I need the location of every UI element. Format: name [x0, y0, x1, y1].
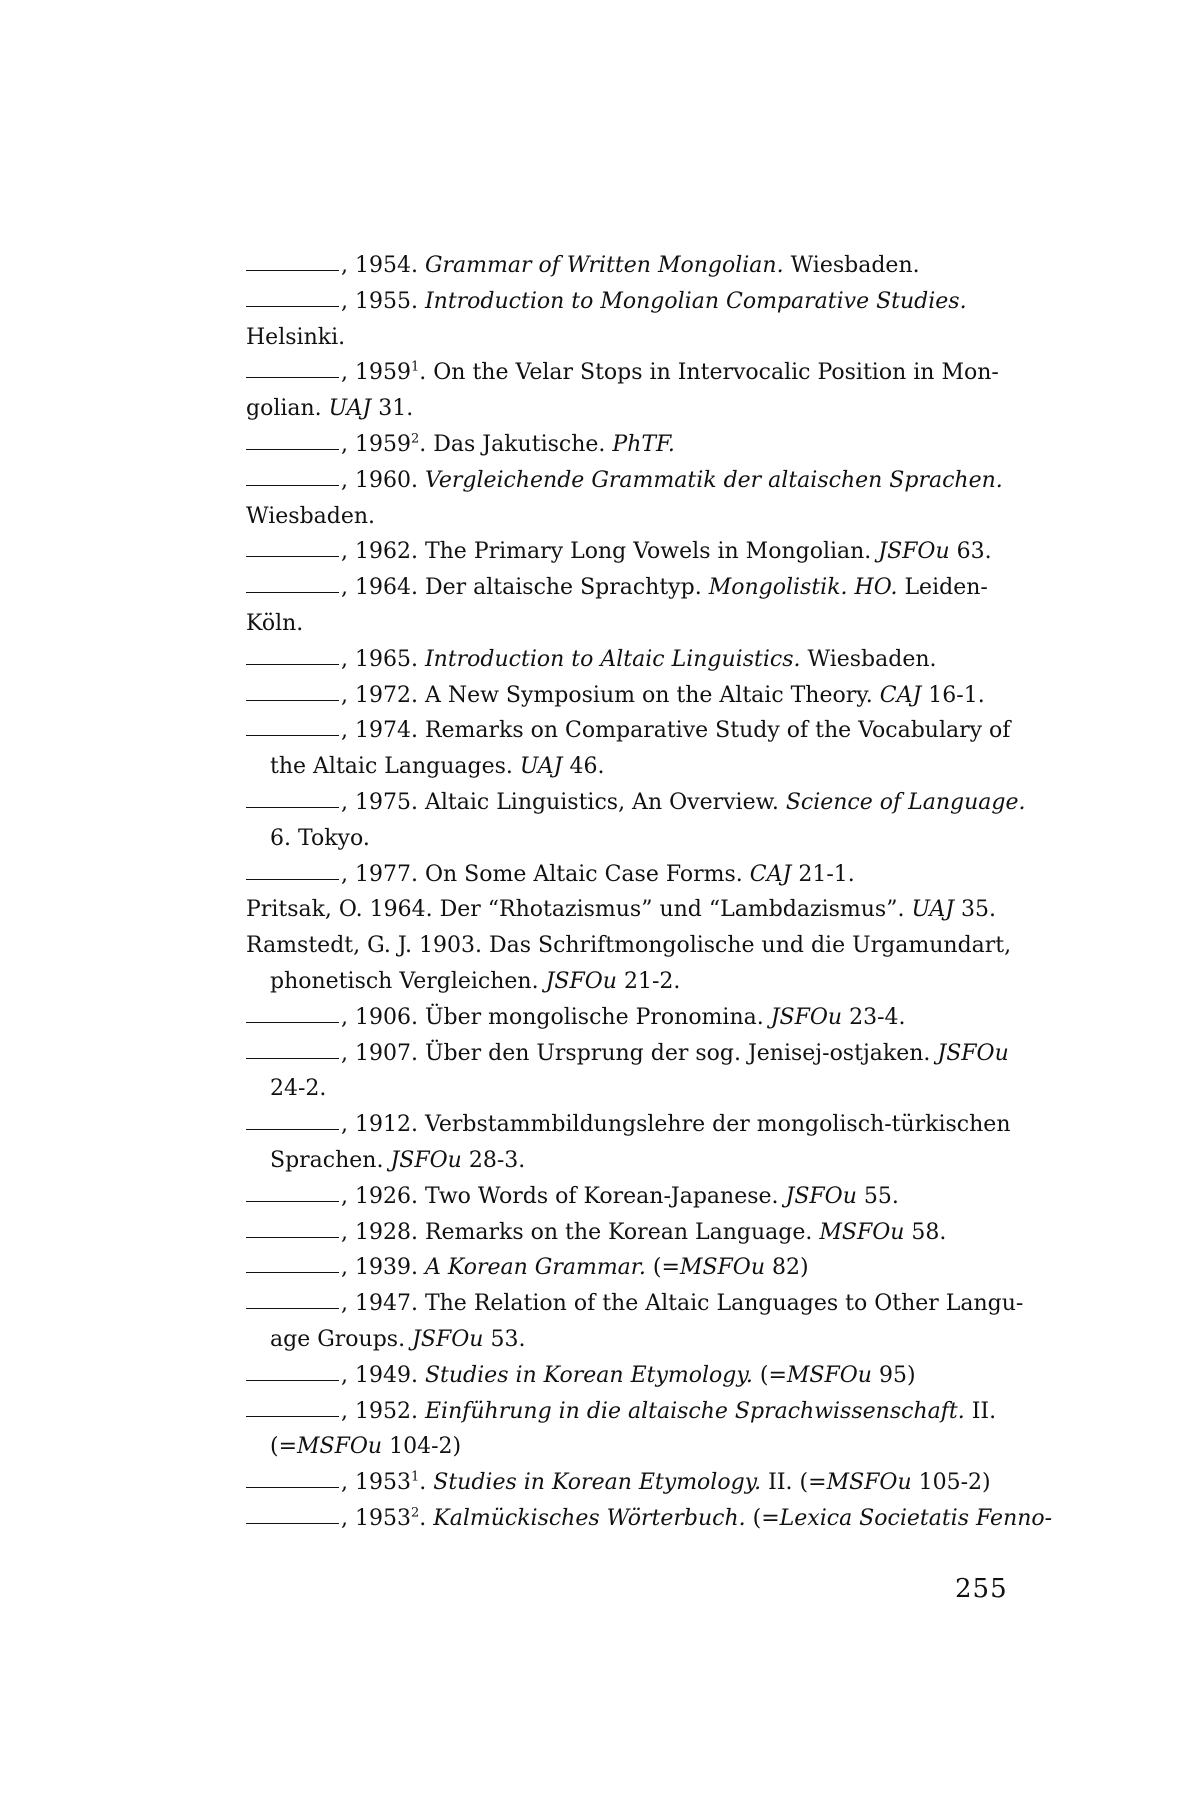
italic-text: Science of Language.: [785, 789, 1026, 815]
text-segment: Wiesbaden.: [800, 646, 937, 672]
italic-text: Grammar of Written Mongolian.: [424, 253, 784, 278]
bibliography-line: [246, 1286, 1046, 1322]
bibliography-list: [246, 248, 1053, 1537]
italic-text: A Korean Grammar.: [424, 1255, 646, 1281]
text-segment: . On the Velar Stops in Intervocalic Position in Mon-: [419, 360, 999, 386]
text-segment: , 1974. Remarks on Comparative Study of the Vocabulary of: [341, 718, 1011, 744]
author-repeat-rule: [246, 734, 339, 736]
bibliography-line: [246, 1036, 1046, 1072]
bibliography-line: [246, 427, 1046, 463]
author-repeat-rule: [246, 591, 339, 593]
text-segment: , 1977. On Some Altaic Case Forms.: [341, 861, 750, 887]
text-segment: 28-3.: [461, 1147, 526, 1173]
author-repeat-rule: [246, 806, 339, 808]
author-repeat-rule: [246, 376, 339, 378]
bibliography-line: [246, 1000, 1046, 1036]
text-segment: , 1949.: [341, 1362, 425, 1388]
italic-text: JSFOu: [878, 539, 950, 565]
text-segment: , 1959: [341, 431, 411, 457]
text-segment: Pritsak, O. 1964. Der “Rhotazismus” und “Lambdazismus”.: [246, 897, 912, 923]
italic-text: MSFOu: [786, 1362, 872, 1388]
text-segment: , 1964. Der altaische Sprachtyp.: [341, 575, 709, 601]
author-repeat-rule: [246, 1522, 339, 1524]
italic-text: Introduction to Mongolian Comparative Studies.: [424, 288, 967, 314]
superscript: 2: [410, 431, 420, 447]
bibliography-line: [246, 1250, 1046, 1286]
bibliography-line: [246, 499, 1046, 535]
author-repeat-rule: [246, 305, 339, 307]
text-segment: age Groups.: [270, 1326, 413, 1352]
text-segment: 58.: [904, 1219, 947, 1245]
text-segment: , 1953: [341, 1505, 411, 1531]
text-segment: 82): [765, 1255, 809, 1281]
bibliography-line: [246, 642, 1046, 678]
bibliography-line: [246, 964, 1046, 1000]
text-segment: II. (=: [761, 1470, 827, 1496]
text-segment: , 1953: [341, 1470, 411, 1496]
text-segment: Wiesbaden.: [246, 503, 376, 529]
bibliography-line: [246, 821, 1046, 857]
text-segment: II.: [964, 1398, 997, 1424]
bibliography-line: [246, 606, 1046, 642]
text-segment: 105-2): [911, 1470, 991, 1496]
author-repeat-rule: [246, 1200, 339, 1202]
author-repeat-rule: [246, 1307, 339, 1309]
author-repeat-rule: [246, 663, 339, 665]
text-segment: , 1947. The Relation of the Altaic Languages to Other Langu-: [341, 1291, 1024, 1317]
author-repeat-rule: [246, 878, 339, 880]
text-segment: .: [419, 1470, 434, 1496]
bibliography-line: [246, 1358, 1046, 1394]
text-segment: 104-2): [382, 1434, 462, 1460]
text-segment: 55.: [856, 1183, 899, 1209]
text-segment: 16-1.: [921, 682, 985, 708]
italic-text: Lexica Societatis Fenno-: [779, 1505, 1053, 1531]
author-repeat-rule: [246, 1379, 339, 1381]
author-repeat-rule: [246, 1486, 339, 1488]
text-segment: Wiesbaden.: [783, 253, 920, 278]
bibliography-line: [246, 678, 1046, 714]
italic-text: JSFOu: [545, 968, 617, 994]
italic-text: Mongolistik. HO.: [708, 575, 898, 601]
italic-text: MSFOu: [679, 1255, 765, 1281]
text-segment: 23-4.: [842, 1004, 906, 1030]
italic-text: Kalmückisches Wörterbuch.: [433, 1505, 746, 1531]
author-repeat-rule: [246, 1021, 339, 1023]
italic-text: MSFOu: [819, 1219, 905, 1245]
superscript: 1: [410, 360, 420, 376]
text-segment: , 1954.: [341, 253, 425, 278]
bibliography-line: [246, 713, 1046, 749]
italic-text: Studies in Korean Etymology.: [433, 1470, 762, 1496]
text-segment: the Altaic Languages.: [270, 754, 520, 780]
author-repeat-rule: [246, 1271, 339, 1273]
bibliography-line: [246, 284, 1046, 320]
text-segment: Sprachen.: [270, 1147, 391, 1173]
italic-text: Vergleichende Grammatik der altaischen Sprachen.: [424, 467, 1003, 493]
italic-text: UAJ: [328, 396, 372, 422]
text-segment: 21-2.: [616, 968, 681, 994]
text-segment: 35.: [954, 897, 997, 923]
italic-text: MSFOu: [297, 1434, 383, 1460]
text-segment: , 1926. Two Words of Korean-Japanese.: [341, 1183, 786, 1209]
text-segment: Ramstedt, G. J. 1903. Das Schriftmongolische und die Urgamundart,: [246, 933, 1012, 959]
text-segment: golian.: [246, 396, 329, 422]
italic-text: JSFOu: [412, 1326, 484, 1352]
text-segment: , 1962. The Primary Long Vowels in Mongolian.: [341, 539, 879, 565]
bibliography-line: [246, 749, 1046, 785]
author-repeat-rule: [246, 269, 339, 271]
text-segment: (=: [745, 1505, 780, 1531]
bibliography-line: [246, 785, 1046, 821]
text-segment: , 1939.: [341, 1255, 425, 1281]
italic-text: JSFOu: [390, 1147, 462, 1173]
text-segment: , 1959: [341, 360, 411, 386]
bibliography-line: [246, 1107, 1046, 1143]
text-segment: 63.: [949, 539, 992, 565]
author-repeat-rule: [246, 555, 339, 557]
bibliography-line: [246, 534, 1046, 570]
page-number: 255: [955, 1574, 1008, 1604]
text-segment: phonetisch Vergleichen.: [270, 968, 546, 994]
text-segment: 53.: [483, 1326, 526, 1352]
bibliography-line: [246, 857, 1046, 893]
superscript: 1: [410, 1469, 420, 1485]
text-segment: , 1955.: [341, 288, 425, 314]
author-repeat-rule: [246, 699, 339, 701]
superscript: 2: [410, 1505, 420, 1521]
text-segment: (=: [752, 1362, 787, 1388]
text-segment: , 1960.: [341, 467, 425, 493]
text-segment: , 1952.: [341, 1398, 425, 1424]
bibliography-line: [246, 1429, 1046, 1465]
text-segment: 21-1.: [791, 861, 855, 887]
author-repeat-rule: [246, 1236, 339, 1238]
bibliography-line: [246, 1465, 1046, 1501]
bibliography-line: [246, 1322, 1046, 1358]
italic-text: CAJ: [879, 682, 922, 708]
text-segment: . Das Jakutische.: [419, 431, 613, 457]
text-segment: 95): [871, 1362, 916, 1388]
bibliography-line: [246, 463, 1046, 499]
text-segment: , 1972. A New Symposium on the Altaic Theory.: [341, 682, 880, 708]
text-segment: 46.: [562, 754, 605, 780]
italic-text: JSFOu: [785, 1183, 857, 1209]
italic-text: JSFOu: [937, 1040, 1009, 1066]
text-segment: .: [419, 1505, 434, 1531]
italic-text: Introduction to Altaic Linguistics.: [424, 646, 801, 672]
bibliography-line: [246, 1071, 1046, 1107]
author-repeat-rule: [246, 1128, 339, 1130]
bibliography-line: [246, 1394, 1046, 1430]
text-segment: , 1912. Verbstammbildungslehre der mongolisch-türkischen: [341, 1112, 1011, 1138]
text-segment: , 1906. Über mongolische Pronomina.: [341, 1004, 771, 1030]
italic-text: JSFOu: [770, 1004, 843, 1030]
text-segment: , 1928. Remarks on the Korean Language.: [341, 1219, 820, 1245]
bibliography-line: [246, 928, 1046, 964]
author-repeat-rule: [246, 1057, 339, 1059]
text-segment: Helsinki.: [246, 324, 346, 350]
author-repeat-rule: [246, 484, 339, 486]
bibliography-line: [246, 391, 1046, 427]
author-repeat-rule: [246, 448, 339, 450]
text-segment: Leiden-: [897, 575, 988, 601]
bibliography-line: [246, 892, 1046, 928]
italic-text: PhTF.: [612, 431, 675, 457]
text-segment: (=: [270, 1434, 298, 1460]
italic-text: UAJ: [911, 897, 955, 923]
bibliography-line: [246, 355, 1046, 391]
author-repeat-rule: [246, 1415, 339, 1417]
italic-text: CAJ: [749, 861, 792, 887]
bibliography-line: [246, 570, 1046, 606]
italic-text: Studies in Korean Etymology.: [424, 1362, 753, 1388]
text-segment: Köln.: [246, 610, 304, 636]
bibliography-line: [246, 248, 1046, 284]
italic-text: MSFOu: [826, 1470, 912, 1496]
italic-text: UAJ: [519, 754, 563, 780]
text-segment: , 1965.: [341, 646, 425, 672]
bibliography-line: [246, 1215, 1046, 1251]
bibliography-line: [246, 1501, 1053, 1537]
bibliography-line: [246, 320, 1046, 356]
text-segment: 24-2.: [270, 1076, 327, 1102]
text-segment: 31.: [371, 396, 414, 422]
text-segment: (=: [645, 1255, 680, 1281]
italic-text: Einführung in die altaische Sprachwissenschaft.: [424, 1398, 965, 1424]
bibliography-line: [246, 1179, 1046, 1215]
text-segment: 6. Tokyo.: [270, 825, 370, 851]
text-segment: , 1975. Altaic Linguistics, An Overview.: [341, 789, 786, 815]
text-segment: , 1907. Über den Ursprung der sog. Jenisej-ostjaken.: [341, 1040, 938, 1066]
bibliography-line: [246, 1143, 1046, 1179]
